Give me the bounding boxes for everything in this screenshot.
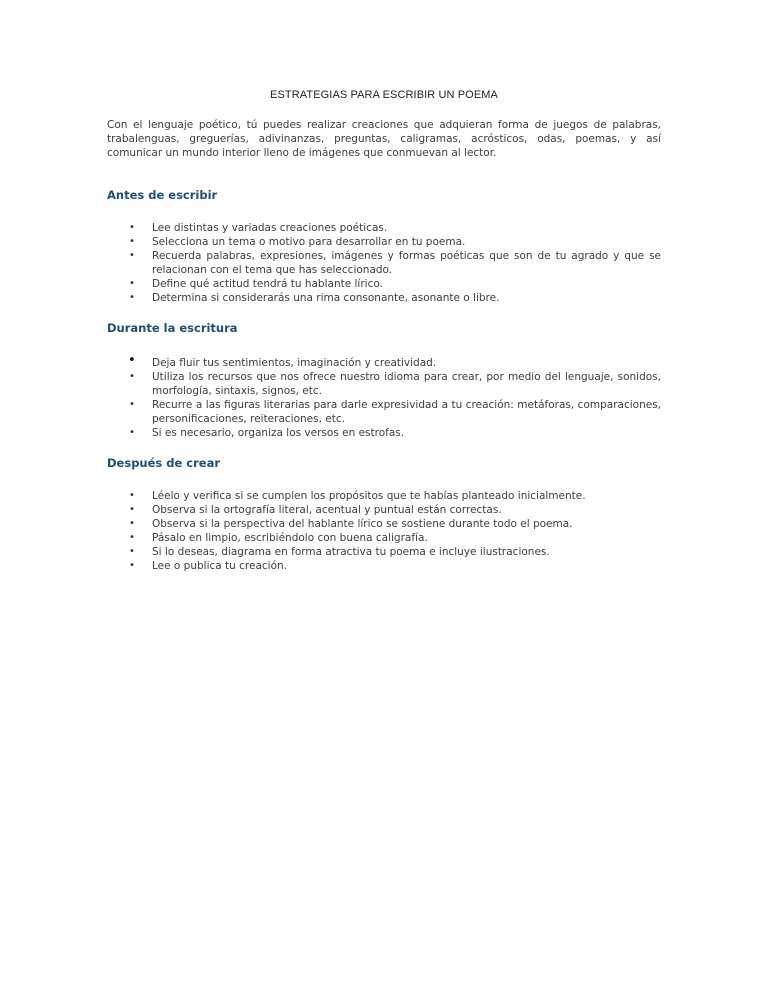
- list-item: • Si lo deseas, diagrama en forma atractiva tu poema e incluye ilustraciones.: [129, 546, 550, 558]
- bullet-icon: •: [129, 292, 135, 303]
- bullet-icon: •: [129, 504, 135, 515]
- section-heading-antes: Antes de escribir: [107, 188, 218, 202]
- list-item: • Determina si considerarás una rima consonante, asonante o libre.: [129, 292, 500, 304]
- bullet-icon: •: [129, 560, 135, 571]
- bullet-icon: •: [129, 532, 135, 543]
- list-item: • Utiliza los recursos que nos ofrece nuestro idioma para crear, por medio del lenguaje, sonidos, morfología, sintaxis, signos, etc.: [129, 371, 661, 397]
- bullet-icon: •: [129, 278, 135, 289]
- bullet-icon: •: [129, 399, 135, 410]
- bullet-icon: •: [129, 546, 135, 557]
- section-list-antes: [107, 221, 661, 305]
- list-item: • Pásalo en limpio, escribiéndolo con buena caligrafía.: [129, 532, 428, 544]
- bullet-icon: •: [128, 353, 136, 368]
- section-heading-durante: Durante la escritura: [107, 321, 238, 335]
- list-item: • Léelo y verifica si se cumplen los propósitos que te habías planteado inicialmente.: [129, 490, 586, 502]
- list-item: • Recurre a las figuras literarias para darle expresividad a tu creación: metáforas, comparaciones, personificaciones, reiteraciones, etc.: [129, 399, 661, 425]
- bullet-icon: •: [129, 518, 135, 529]
- list-item: • Lee distintas y variadas creaciones poéticas.: [129, 222, 388, 234]
- bullet-icon: •: [129, 250, 135, 261]
- section-list-despues: [107, 489, 661, 573]
- document-title: ESTRATEGIAS PARA ESCRIBIR UN POEMA: [270, 89, 498, 101]
- list-item: • Deja fluir tus sentimientos, imaginación y creatividad.: [128, 353, 437, 369]
- bullet-icon: •: [129, 222, 135, 233]
- list-item: • Selecciona un tema o motivo para desarrollar en tu poema.: [129, 236, 466, 248]
- bullet-icon: •: [129, 371, 135, 382]
- intro-paragraph: Con el lenguaje poético, tú puedes realizar creaciones que adquieran forma de juegos de palabras, trabalenguas, greguerías, adivinanzas, preguntas, caligramas, acrósticos, odas, poemas, y así comunicar un mundo interior lleno de imágenes que conmuevan al lector.: [107, 119, 661, 159]
- section-list-durante: [107, 353, 661, 440]
- list-item: • Observa si la perspectiva del hablante lírico se sostiene durante todo el poema.: [129, 518, 573, 530]
- section-heading-despues: Después de crear: [107, 456, 221, 470]
- list-item: • Observa si la ortografía literal, acentual y puntual están correctas.: [129, 504, 502, 516]
- list-item: • Define qué actitud tendrá tu hablante lírico.: [129, 278, 383, 290]
- bullet-icon: •: [129, 427, 135, 438]
- list-item: • Si es necesario, organiza los versos en estrofas.: [129, 427, 405, 439]
- bullet-icon: •: [129, 236, 135, 247]
- list-item: • Lee o publica tu creación.: [129, 560, 288, 572]
- bullet-icon: •: [129, 490, 135, 501]
- list-item: • Recuerda palabras, expresiones, imágenes y formas poéticas que son de tu agrado y que se relacionan con el tema que has seleccionado.: [129, 250, 661, 276]
